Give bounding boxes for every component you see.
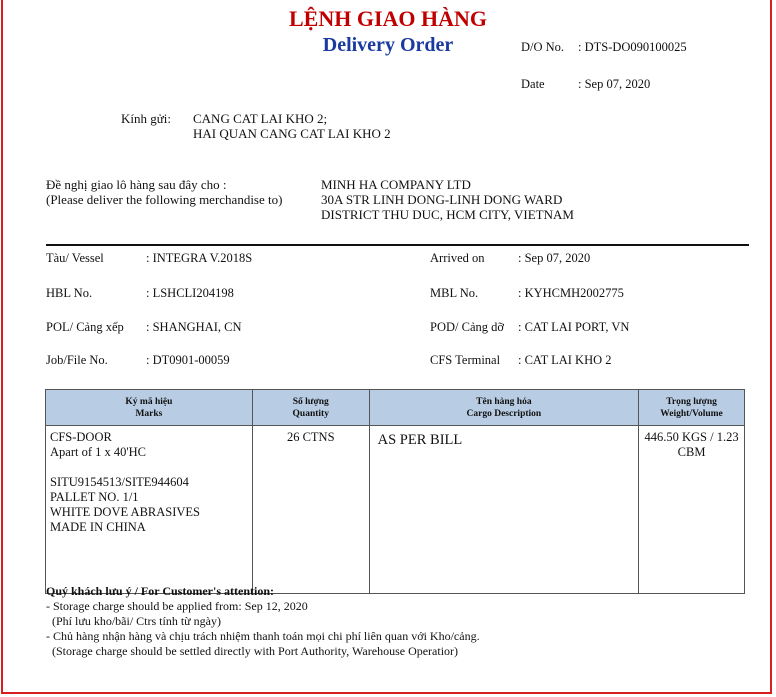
vessel-value: : INTEGRA V.2018S — [146, 251, 253, 265]
table-row — [46, 426, 745, 594]
notes-line-4: (Storage charge should be settled directly with Port Authority, Warehouse Operatior) — [46, 644, 459, 658]
cargo-table — [45, 389, 745, 594]
document-title-vn: LỆNH GIAO HÀNG — [288, 6, 488, 31]
consignee-line-1: MINH HA COMPANY LTD — [321, 177, 471, 192]
hbl-label: HBL No. — [46, 286, 93, 300]
do-number-label: D/O No. — [521, 40, 565, 54]
do-number-value: : DTS-DO090100025 — [578, 40, 687, 54]
date-label: Date — [521, 77, 545, 91]
vessel-label: Tàu/ Vessel — [46, 251, 104, 265]
deliver-to-label-en: (Please deliver the following merchandise to) — [46, 192, 283, 207]
hbl-value: : LSHCLI204198 — [146, 286, 234, 300]
col-header-quantity: Số lượng Quantity — [252, 390, 369, 426]
cfs-value: : CAT LAI KHO 2 — [518, 353, 612, 367]
cell-weight: 446.50 KGS / 1.23 CBM — [639, 426, 745, 594]
cell-marks: CFS-DOOR Apart of 1 x 40'HC SITU9154513/SITE944604 PALLET NO. 1/1 WHITE DOVE ABRASIVES MADE IN CHINA — [46, 426, 253, 594]
notes-heading: Quý khách lưu ý / For Customer's attention: — [46, 584, 274, 598]
cfs-label: CFS Terminal — [430, 353, 501, 367]
cell-quantity: 26 CTNS — [252, 426, 369, 594]
notes-line-1: - Storage charge should be applied from: Sep 12, 2020 — [46, 599, 308, 613]
recipient-line-1: CANG CAT LAI KHO 2; — [193, 111, 328, 126]
pod-value: : CAT LAI PORT, VN — [518, 320, 630, 334]
pol-label: POL/ Cảng xếp — [46, 320, 124, 334]
col-header-weight: Trọng lượng Weight/Volume — [639, 390, 745, 426]
section-divider — [46, 244, 749, 246]
col-header-marks: Ký mã hiệu Marks — [46, 390, 253, 426]
pod-label: POD/ Cảng dỡ — [430, 320, 504, 334]
mbl-label: MBL No. — [430, 286, 479, 300]
date-value: : Sep 07, 2020 — [578, 77, 651, 91]
consignee-line-3: DISTRICT THU DUC, HCM CITY, VIETNAM — [321, 207, 574, 222]
arrived-value: : Sep 07, 2020 — [518, 251, 591, 265]
recipient-line-2: HAI QUAN CANG CAT LAI KHO 2 — [193, 126, 391, 141]
notes-line-3: - Chủ hàng nhận hàng và chịu trách nhiệm thanh toán mọi chi phí liên quan với Kho/cảng. — [46, 629, 480, 643]
consignee-line-2: 30A STR LINH DONG-LINH DONG WARD — [321, 192, 563, 207]
deliver-to-label-vn: Đề nghị giao lô hàng sau đây cho : — [46, 177, 227, 192]
recipient-label: Kính gửi: — [121, 111, 172, 126]
document-title-en: Delivery Order — [322, 34, 454, 56]
job-value: : DT0901-00059 — [146, 353, 230, 367]
cargo-table-header — [46, 390, 745, 426]
cell-description: AS PER BILL — [369, 426, 638, 594]
arrived-label: Arrived on — [430, 251, 485, 265]
pol-value: : SHANGHAI, CN — [146, 320, 242, 334]
col-header-description: Tên hàng hóa Cargo Description — [369, 390, 638, 426]
notes-line-2: (Phí lưu kho/bãi/ Ctrs tính từ ngày) — [46, 614, 222, 628]
job-label: Job/File No. — [46, 353, 108, 367]
mbl-value: : KYHCMH2002775 — [518, 286, 624, 300]
